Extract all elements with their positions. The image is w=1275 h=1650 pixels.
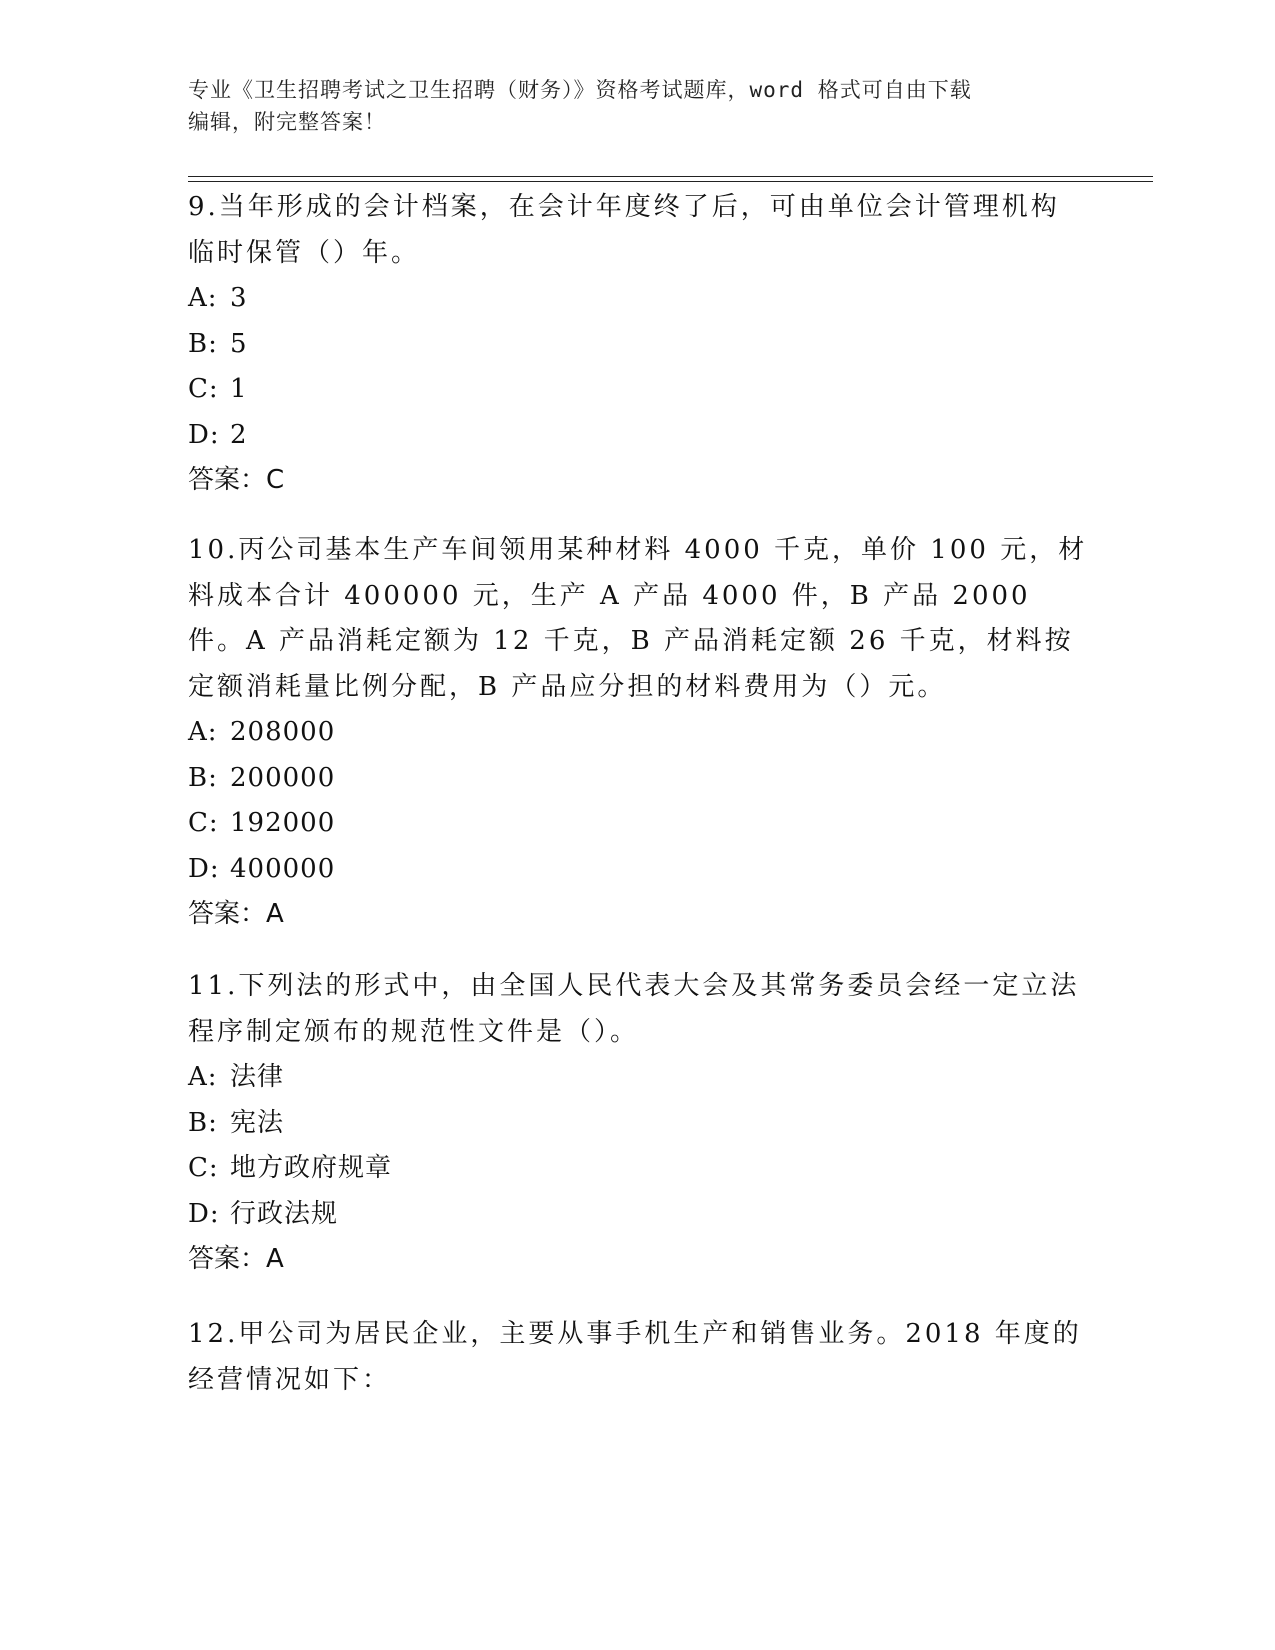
header-line-2: 编辑，附完整答案！ [188, 110, 386, 134]
question-12 [188, 1312, 1088, 1403]
option-c: C: 地方政府规章 [188, 1153, 393, 1183]
question-10 [188, 528, 1088, 938]
option-a: A: 3 [188, 283, 248, 313]
option-b: B: 200000 [188, 762, 336, 793]
question-stem: 11.下列法的形式中，由全国人民代表大会及其常务委员会经一定立法程序制定颁布的规范性文件是（）。 [188, 971, 1080, 1047]
header-divider [188, 176, 1153, 182]
question-9 [188, 185, 1088, 504]
option-b: B: 5 [188, 328, 248, 359]
option-d: D: 2 [188, 419, 248, 450]
answer: 答案：A [188, 1244, 284, 1274]
question-11 [188, 964, 1088, 1283]
option-c: C: 192000 [188, 808, 336, 838]
header-line-1: 专业《卫生招聘考试之卫生招聘（财务）》资格考试题库，word 格式可自由下载 [188, 78, 972, 102]
document-header [188, 74, 1068, 138]
question-stem: 10.丙公司基本生产车间领用某种材料 4000 千克，单价 100 元，材料成本合计 400000 元，生产 A 产品 4000 件，B 产品 2000 件。A 产品消耗定额为 12 千克，B 产品消耗定额 26 千克，材料按定额消耗量比例分配，B 产品应分担的材料费用为（）元。 [188, 535, 1088, 702]
option-d: D: 行政法规 [188, 1198, 339, 1229]
answer: 答案：A [188, 899, 284, 929]
option-b: B: 宪法 [188, 1107, 285, 1138]
option-d: D: 400000 [188, 853, 336, 884]
question-stem: 12.甲公司为居民企业，主要从事手机生产和销售业务。2018 年度的经营情况如下： [188, 1319, 1082, 1395]
option-a: A: 208000 [188, 717, 336, 747]
answer: 答案：C [188, 465, 285, 495]
option-a: A: 法律 [188, 1062, 285, 1092]
option-c: C: 1 [188, 374, 248, 404]
question-stem: 9.当年形成的会计档案，在会计年度终了后，可由单位会计管理机构临时保管（）年。 [188, 192, 1060, 268]
